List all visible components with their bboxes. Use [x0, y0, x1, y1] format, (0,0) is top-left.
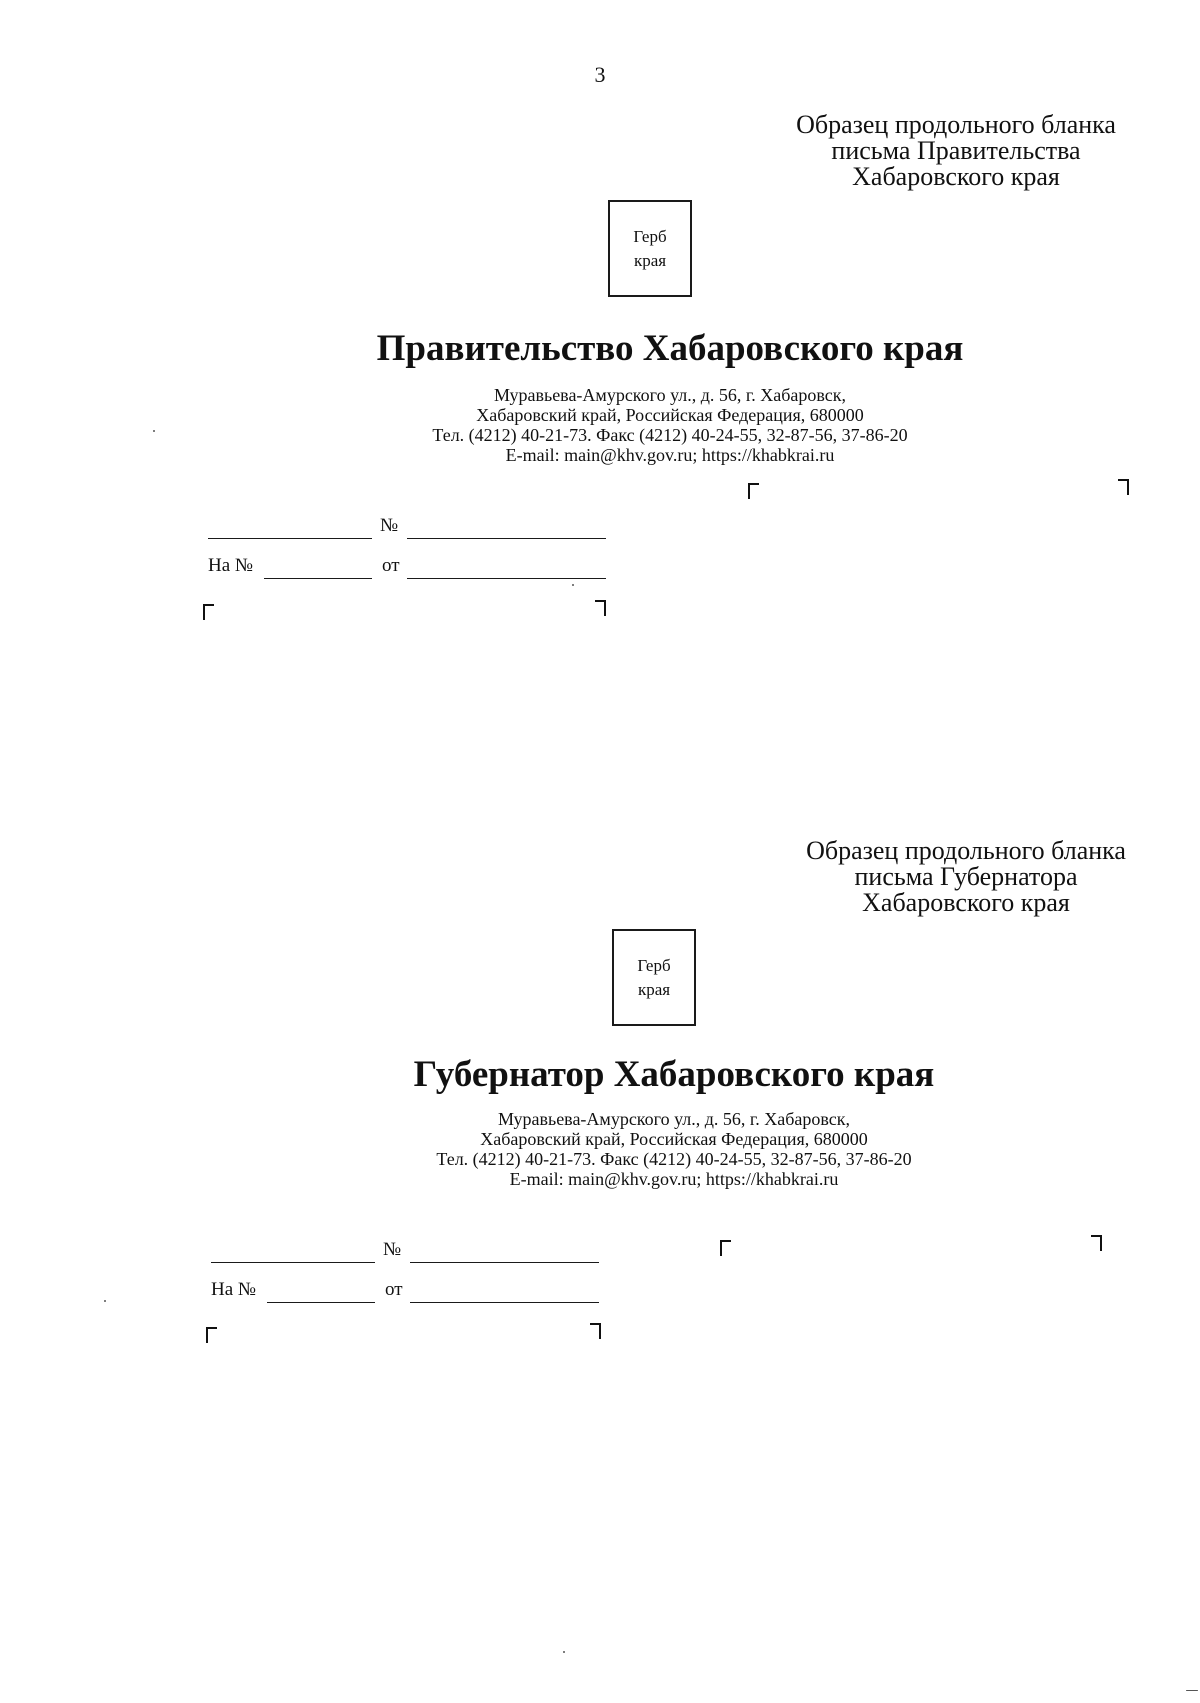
- addressee-corner-top-left: [720, 1240, 731, 1256]
- caption-line: Образец продольного бланка: [796, 110, 1116, 139]
- organization-title: Правительство Хабаровского края: [376, 328, 964, 369]
- scan-speck: [153, 430, 155, 432]
- caption-line: Образец продольного бланка: [806, 836, 1126, 865]
- reply-number-fill-line[interactable]: [264, 578, 372, 579]
- organization-title: Губернатор Хабаровского края: [413, 1054, 935, 1095]
- addressee-corner-top-left: [748, 483, 759, 499]
- from-label: от: [382, 555, 400, 576]
- addressee-corner-top-right: [1091, 1235, 1102, 1251]
- emblem-label: Герб: [633, 226, 667, 246]
- number-fill-line[interactable]: [407, 538, 606, 539]
- address-block: [364, 1109, 984, 1189]
- scan-speck: [104, 1300, 106, 1302]
- date-fill-line[interactable]: [208, 538, 372, 539]
- emblem-label: края: [633, 250, 667, 270]
- reply-number-fill-line[interactable]: [267, 1302, 375, 1303]
- number-label: №: [383, 1239, 402, 1260]
- addressee-corner-top-right: [1118, 479, 1129, 495]
- caption-line: Хабаровского края: [852, 162, 1060, 191]
- reply-row: [211, 1277, 611, 1303]
- registration-row: [211, 1237, 611, 1263]
- sample-caption-government: [776, 112, 1136, 190]
- date-fill-line[interactable]: [211, 1262, 375, 1263]
- subject-corner-top-right: [595, 600, 606, 616]
- reply-number-label: На №: [211, 1279, 257, 1300]
- emblem-placeholder: [608, 200, 692, 297]
- emblem-label: Герб: [637, 955, 671, 975]
- address-line: E-mail: main@khv.gov.ru; https://khabkrai.ru: [505, 445, 835, 465]
- number-label: №: [380, 515, 399, 536]
- sample-caption-governor: [786, 838, 1146, 916]
- caption-line: Хабаровского края: [862, 888, 1070, 917]
- subject-corner-top-right: [590, 1323, 601, 1339]
- caption-line: письма Губернатора: [854, 862, 1078, 891]
- from-label: от: [385, 1279, 403, 1300]
- scan-speck: [563, 1651, 565, 1653]
- address-block: [360, 385, 980, 465]
- subject-corner-top-left: [203, 604, 214, 620]
- caption-line: письма Правительства: [831, 136, 1081, 165]
- page-number: 3: [594, 62, 606, 87]
- scan-speck: [1186, 1690, 1198, 1691]
- address-line: Хабаровский край, Российская Федерация, 680000: [480, 1129, 868, 1149]
- from-date-fill-line[interactable]: [410, 1302, 599, 1303]
- address-line: Тел. (4212) 40-21-73. Факс (4212) 40-24-55, 32-87-56, 37-86-20: [436, 1149, 912, 1169]
- address-line: Муравьева-Амурского ул., д. 56, г. Хабаровск,: [497, 1109, 851, 1129]
- address-line: Хабаровский край, Российская Федерация, 680000: [476, 405, 864, 425]
- address-line: Тел. (4212) 40-21-73. Факс (4212) 40-24-55, 32-87-56, 37-86-20: [432, 425, 908, 445]
- reply-row: [208, 553, 608, 579]
- scan-speck: [572, 584, 574, 586]
- subject-corner-top-left: [206, 1327, 217, 1343]
- address-line: E-mail: main@khv.gov.ru; https://khabkrai.ru: [509, 1169, 839, 1189]
- address-line: Муравьева-Амурского ул., д. 56, г. Хабаровск,: [493, 385, 847, 405]
- registration-row: [208, 513, 608, 539]
- number-fill-line[interactable]: [410, 1262, 599, 1263]
- from-date-fill-line[interactable]: [407, 578, 606, 579]
- reply-number-label: На №: [208, 555, 254, 576]
- emblem-label: края: [637, 979, 671, 999]
- emblem-placeholder: [612, 929, 696, 1026]
